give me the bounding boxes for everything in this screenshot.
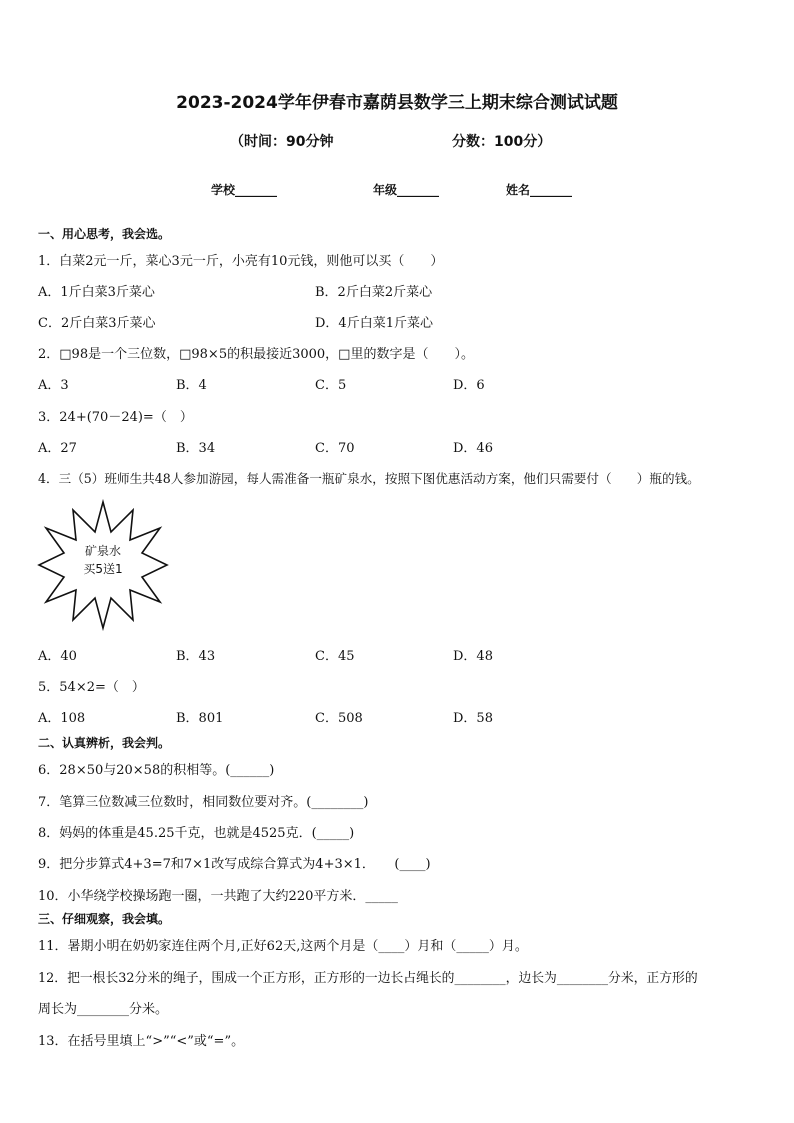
q5-option-a: A．108: [38, 711, 86, 726]
q1-option-a: A．1斤白菜3斤菜心: [38, 285, 155, 300]
question-1: 1．白菜2元一斤，菜心3元一斤，小亮有10元钱，则他可以买（ ）: [38, 254, 444, 269]
q5-option-d: D．58: [453, 711, 493, 726]
question-13: 13．在括号里填上“>”“<”或“=”。: [38, 1034, 245, 1049]
q2-option-a: A．3: [38, 378, 69, 393]
q1-option-c: C．2斤白菜3斤菜心: [38, 316, 156, 331]
q2-option-c: C．5: [315, 378, 347, 393]
q3-option-d: D．46: [453, 441, 493, 456]
q5-option-c: C．508: [315, 711, 363, 726]
q4-option-c: C．45: [315, 649, 355, 664]
q2-option-d: D．6: [453, 378, 485, 393]
q3-option-b: B．34: [176, 441, 216, 456]
q5-option-b: B．801: [176, 711, 224, 726]
exam-score: 分数：100分）: [452, 134, 552, 150]
q4-option-b: B．43: [176, 649, 216, 664]
q4-option-d: D．48: [453, 649, 493, 664]
question-7: 7．笔算三位数减三位数时，相同数位要对齐。(________): [38, 795, 369, 810]
question-11: 11．暑期小明在奶奶家连住两个月,正好62天,这两个月是（____）月和（_____）月。: [38, 939, 528, 954]
school-field: 学校_______: [211, 183, 278, 197]
question-6: 6．28×50与20×58的积相等。(______): [38, 763, 275, 778]
name-field: 姓名_______: [506, 183, 573, 197]
q2-option-b: B．4: [176, 378, 207, 393]
exam-time: （时间：90分钟: [230, 134, 334, 150]
q4-option-a: A．40: [38, 649, 77, 664]
q1-option-b: B．2斤白菜2斤菜心: [315, 285, 433, 300]
question-12-line2: 周长为________分米。: [38, 1002, 169, 1017]
question-10: 10．小华绕学校操场跑一圈，一共跑了大约220平方米．_____: [38, 889, 398, 904]
page-title: 2023-2024学年伊春市嘉荫县数学三上期末综合测试试题: [176, 93, 618, 113]
section-1-heading: 一、用心思考，我会选。: [38, 227, 171, 241]
q1-option-d: D．4斤白菜1斤菜心: [315, 316, 433, 331]
question-12-line1: 12．把一根长32分米的绳子，围成一个正方形，正方形的一边长占绳长的________，边长为________分米，正方形的: [38, 971, 698, 986]
star-text-line1: 矿泉水: [84, 544, 122, 558]
question-3: 3．24+(70－24)=（ ）: [38, 410, 193, 425]
question-2: 2．□98是一个三位数，□98×5的积最接近3000，□里的数字是（ ）。: [38, 347, 474, 362]
section-2-heading: 二、认真辨析，我会判。: [38, 736, 171, 750]
question-8: 8．妈妈的体重是45.25千克，也就是4525克．(_____): [38, 826, 355, 841]
grade-field: 年级_______: [373, 183, 440, 197]
question-4: 4．三（5）班师生共48人参加游园，每人需准备一瓶矿泉水，按照下图优惠活动方案，他们只需要付（ ）瓶的钱。: [38, 471, 700, 486]
star-text-line2: 买5送1: [83, 562, 123, 576]
q3-option-c: C．70: [315, 441, 355, 456]
question-5: 5．54×2=（ ）: [38, 680, 145, 695]
promo-starburst-figure: [36, 498, 170, 632]
question-9: 9．把分步算式4+3=7和7×1改写成综合算式为4+3×1． (____): [38, 857, 431, 872]
section-3-heading: 三、仔细观察，我会填。: [38, 912, 171, 926]
q3-option-a: A．27: [38, 441, 77, 456]
